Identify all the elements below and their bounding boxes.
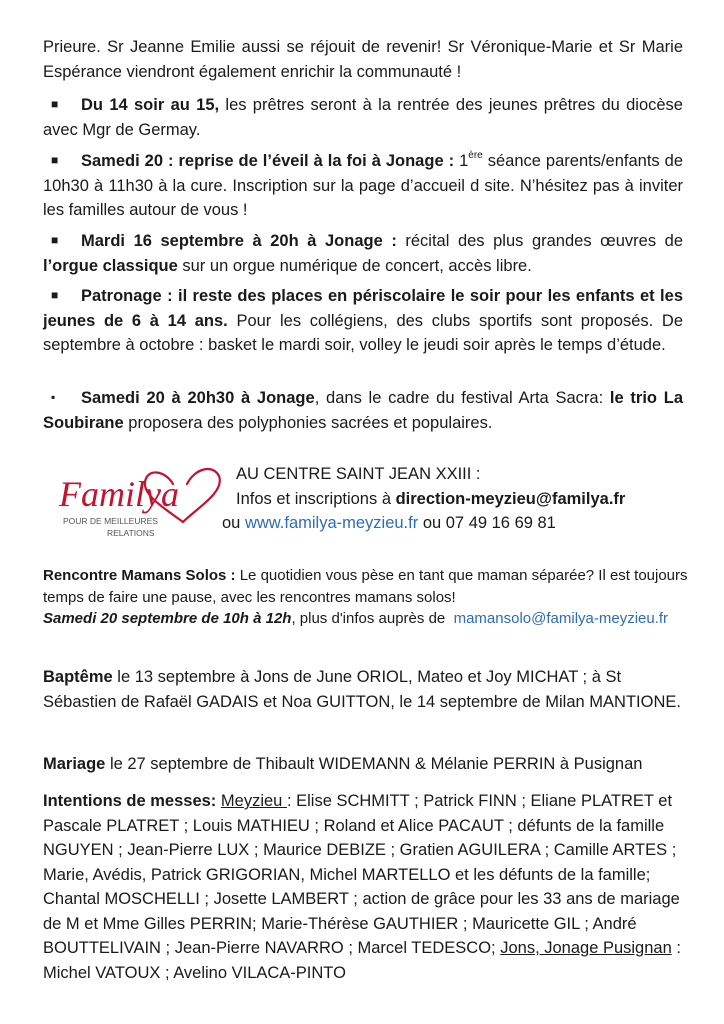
bullet-1-bold: Du 14 soir au 15, (81, 96, 220, 114)
center-or-text: ou (222, 514, 245, 532)
intro-text: Prieure. Sr Jeanne Emilie aussi se réjouit de revenir! Sr Véronique-Marie et Sr Marie Espérance viendront également enrichir la communauté ! (43, 38, 683, 81)
logo-tagline-2: RELATIONS (107, 528, 155, 538)
bullet-4-bold: Patronage : il reste des places en périscolaire le soir pour les enfants et les jeunes de 6 à 14 ans. (43, 287, 683, 330)
bullet-icon: ▪ (51, 390, 56, 404)
bapteme-label: Baptême (43, 668, 113, 686)
bullet-item-4 (43, 283, 683, 358)
center-info-line (222, 487, 692, 512)
bullet-2-bold: Samedi 20 : reprise de l’éveil à la foi à Jonage : (81, 152, 455, 170)
mamans-email-link[interactable]: mamansolo@familya-meyzieu.fr (453, 610, 669, 627)
bullet-3-text: récital des plus grandes œuvres de (396, 232, 683, 250)
center-email-link[interactable]: direction-meyzieu@familya.fr (395, 489, 626, 508)
bullet-5-text: , dans le cadre du festival Arta Sacra: (314, 389, 610, 407)
bullet-5-bold: Samedi 20 à 20h30 à Jonage (81, 389, 315, 407)
bullet-icon: ■ (51, 97, 59, 111)
bullet-4-text: Pour les collégiens, des clubs sportifs sont proposés. De septembre à octobre : basket le mardi soir, volley le jeudi soir après le temps d’étude. (43, 311, 683, 354)
heart-icon (55, 462, 225, 546)
bullet-item-5 (43, 385, 683, 435)
bullet-icon: ■ (51, 233, 59, 247)
familya-logo (55, 462, 225, 546)
bullet-item-2 (43, 148, 683, 223)
center-info-text: Infos et inscriptions à (236, 489, 396, 508)
intentions-label: Intentions de messes: (43, 792, 217, 810)
center-contact-line (222, 511, 692, 536)
bullet-item-3 (43, 228, 683, 278)
mamans-date: Samedi 20 septembre de 10h à 12h (43, 610, 292, 627)
logo-wordmark: Familya (59, 474, 179, 514)
center-title: AU CENTRE SAINT JEAN XXIII : (236, 465, 481, 483)
bullet-5-bold2: le trio La Soubirane (43, 389, 684, 432)
bullet-3-bold2: l’orgue classique (43, 256, 178, 275)
logo-tagline-1: POUR DE MEILLEURES (63, 516, 158, 526)
mamans-solos-paragraph (43, 565, 693, 630)
bullet-2-text: séance parents/enfants de 10h30 à 11h30 à la cure. Inscription sur la page d’accueil d site. N’hésitez pas à inviter les familles autour de vous ! (43, 152, 684, 219)
center-info (222, 462, 692, 536)
intentions-text-2: : Michel VATOUX ; Avelino VILACA-PINTO (43, 939, 681, 982)
mamans-label: Rencontre Mamans Solos : (43, 567, 236, 584)
bapteme-paragraph (43, 665, 683, 714)
bullet-1-text: les prêtres seront à la rentrée des jeunes prêtres du diocèse avec Mgr de Germay. (43, 96, 683, 139)
intentions-place-jons: Jons, Jonage Pusignan (500, 939, 672, 957)
bullet-item-1 (43, 92, 683, 142)
mariage-paragraph (43, 752, 683, 777)
intentions-text-1: : Elise SCHMITT ; Patrick FINN ; Eliane PLATRET et Pascale PLATRET ; Louis MATHIEU ; Roland et Alice PACAUT ; défunts de la famille NGUYEN ; Jean-Pierre LUX ; Maurice DEBIZE ; Gratien AGUILERA ; Camille ARTES ; Marie, Avédis, Patrick GRIGORIAN, Michel MARTELLO et les défunts de la famille; Chantal MOSCHELLI ; Josette LAMBERT ; action de grâce pour les 33 ans de mariage de M et Mme Gilles PERRIN; Marie-Thérèse GAUTHIER ; Mauricette GIL ; André BOUTTELIVAIN ; Jean-Pierre NAVARRO ; Marcel TEDESCO; (43, 792, 680, 957)
bullet-3-bold: Mardi 16 septembre à 20h à Jonage : (81, 232, 397, 250)
mamans-more: , plus d'infos auprès de (291, 610, 450, 627)
mariage-text: le 27 septembre de Thibault WIDEMANN & Mélanie PERRIN à Pusignan (105, 755, 643, 773)
bullet-3-text2: sur un orgue numérique de concert, accès libre. (177, 256, 532, 275)
intentions-place-meyzieu: Meyzieu (220, 792, 287, 810)
bullet-2-sup: ère (468, 150, 483, 161)
bapteme-text: le 13 septembre à Jons de June ORIOL, Mateo et Joy MICHAT ; à St Sébastien de Rafaël GADAIS et Noa GUITTON, le 14 septembre de Milan MANTIONE. (43, 668, 681, 711)
intro-paragraph (43, 35, 683, 84)
bullet-2-pre: 1 (454, 152, 469, 170)
bullet-icon: ■ (51, 288, 59, 302)
intentions-paragraph (43, 789, 693, 985)
mariage-label: Mariage (43, 755, 106, 773)
center-website-link[interactable]: www.familya-meyzieu.fr (244, 514, 419, 532)
mamans-text: Le quotidien vous pèse en tant que maman séparée? Il est toujours temps de faire une pause, avec les rencontres mamans solos! (43, 567, 688, 606)
bullet-5-text2: proposera des polyphonies sacrées et populaires. (123, 413, 493, 432)
center-phone: ou 07 49 16 69 81 (418, 514, 556, 532)
bullet-icon: ■ (51, 153, 59, 167)
